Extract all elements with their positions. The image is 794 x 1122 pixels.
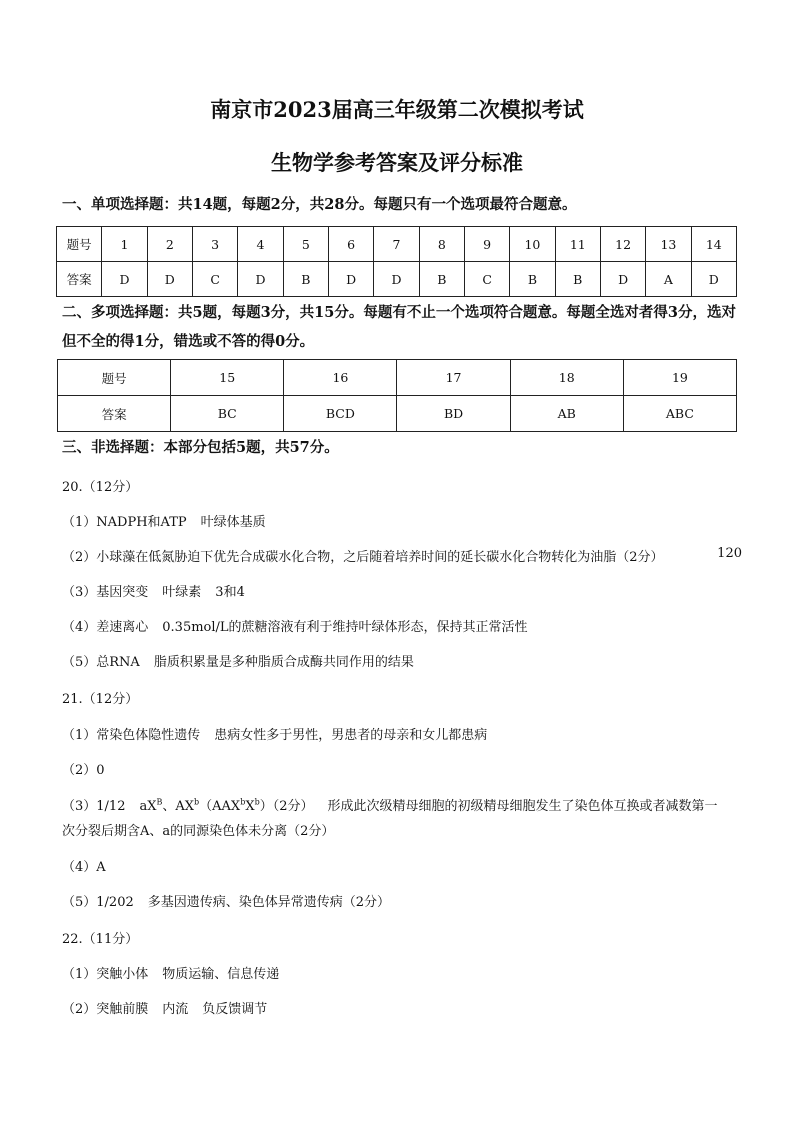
- q21-answer-1: [62, 724, 742, 743]
- answer-part: （1）突触小体: [62, 967, 149, 982]
- answer-part: 内流: [162, 1002, 189, 1017]
- answer-cell: B: [419, 262, 464, 297]
- answer-part: 形成此次级精母细胞的初级精母细胞发生了染色体互换或者减数第一: [327, 799, 718, 814]
- q22-answer-1: [62, 963, 742, 982]
- q21-heading: 21.（12分）: [62, 692, 139, 707]
- answer-part: （5）1/202: [62, 895, 134, 910]
- question-number: 14: [691, 227, 736, 262]
- formula-text: aX: [139, 799, 157, 814]
- answer-cell: B: [555, 262, 600, 297]
- section-single-choice: 一、单项选择题：共14题，每题2分，共28分。每题只有一个选项最符合题意。: [62, 196, 577, 213]
- single-choice-answer-table: [56, 226, 737, 297]
- question-number: 7: [374, 227, 419, 262]
- q20-answer-3: [62, 581, 742, 600]
- q20-answer-1: [62, 511, 742, 530]
- answer-part: （1）常染色体隐性遗传: [62, 728, 201, 743]
- answer-part: 3和4: [215, 585, 245, 600]
- formula-sup: b: [194, 797, 200, 807]
- answer-cell: D: [102, 262, 147, 297]
- question-number: 4: [238, 227, 283, 262]
- section-multi-choice: 二、多项选择题：共5题，每题3分，共15分。每题有不止一个选项符合题意。每题全选对者得3分，选对但不全的得1分，错选或不答的得0分。: [62, 304, 736, 350]
- question-number: 10: [510, 227, 555, 262]
- question-number: 16: [284, 360, 397, 396]
- answer-cell: B: [283, 262, 328, 297]
- formula-text: X: [245, 799, 255, 814]
- page-subtitle: 生物学参考答案及评分标准: [271, 150, 523, 175]
- answer-part: 0.35mol/L的蔗糖溶液有利于维持叶绿体形态，保持其正常活性: [162, 620, 528, 635]
- answer-cell: B: [510, 262, 555, 297]
- formula-sup: B: [156, 797, 163, 807]
- answer-part: 物质运输、信息传递: [162, 967, 280, 982]
- q20-heading: 20.（12分）: [62, 480, 139, 495]
- q22-answer-2: [62, 998, 742, 1017]
- table-row: [58, 396, 737, 432]
- question-number: 15: [171, 360, 284, 396]
- q21-answer-4: （4）A: [62, 860, 106, 875]
- question-number: 19: [623, 360, 736, 396]
- answer-part: 患病女性多于男性，男患者的母亲和女儿都患病: [214, 728, 488, 743]
- formula-text: ）（2分）: [259, 799, 314, 814]
- question-number: 2: [147, 227, 192, 262]
- q21-answer-5: [62, 891, 742, 910]
- question-number: 18: [510, 360, 623, 396]
- q21-answer-3-cont: 次分裂后期含A、a的同源染色体未分离（2分）: [62, 824, 335, 839]
- question-number: 8: [419, 227, 464, 262]
- question-number: 17: [397, 360, 510, 396]
- answer-part: 叶绿体基质: [200, 515, 266, 530]
- row-header-answer: 答案: [57, 262, 102, 297]
- table-row: [57, 262, 737, 297]
- answer-cell: ABC: [623, 396, 736, 432]
- genotype-formula: [139, 799, 313, 814]
- question-number: 1: [102, 227, 147, 262]
- answer-part: 叶绿素: [162, 585, 202, 600]
- answer-part: 负反馈调节: [202, 1002, 268, 1017]
- q20-answer-4: [62, 616, 742, 635]
- page-title: 南京市2023届高三年级第二次模拟考试: [210, 97, 584, 122]
- formula-text: 、AX: [162, 799, 195, 814]
- question-number: 13: [646, 227, 691, 262]
- formula-text: （AAX: [199, 799, 241, 814]
- answer-part: 多基因遗传病、染色体异常遗传病（2分）: [147, 895, 391, 910]
- row-header-number: 题号: [57, 227, 102, 262]
- answer-part: （4）差速离心: [62, 620, 149, 635]
- answer-cell: D: [147, 262, 192, 297]
- answer-part: 脂质积累量是多种脂质合成酶共同作用的结果: [153, 655, 414, 670]
- multi-choice-answer-table: [57, 359, 737, 432]
- row-header-answer: 答案: [58, 396, 171, 432]
- question-number: 11: [555, 227, 600, 262]
- answer-cell: BCD: [284, 396, 397, 432]
- answer-cell: D: [238, 262, 283, 297]
- q20-answer-2: [62, 546, 742, 565]
- answer-cell: D: [328, 262, 373, 297]
- answer-cell: BD: [397, 396, 510, 432]
- q21-answer-2: （2）0: [62, 763, 105, 778]
- answer-part: （2）突触前膜: [62, 1002, 149, 1017]
- question-number: 6: [328, 227, 373, 262]
- answer-cell: D: [600, 262, 645, 297]
- q20-answer-5: [62, 651, 742, 670]
- answer-cell: D: [691, 262, 736, 297]
- q22-heading: 22.（11分）: [62, 932, 139, 947]
- question-number: 12: [600, 227, 645, 262]
- answer-cell: C: [464, 262, 509, 297]
- answer-cell: C: [192, 262, 237, 297]
- answer-part: （1）NADPH和ATP: [62, 515, 187, 530]
- answer-part: （2）小球藻在低氮胁迫下优先合成碳水化合物，之后随着培养时间的延长碳水化合物转化为油脂（2分）: [62, 550, 664, 565]
- answer-cell: D: [374, 262, 419, 297]
- table-row: [58, 360, 737, 396]
- answer-part: 120: [717, 546, 742, 561]
- question-number: 9: [464, 227, 509, 262]
- answer-cell: A: [646, 262, 691, 297]
- answer-cell: BC: [171, 396, 284, 432]
- row-header-number: 题号: [58, 360, 171, 396]
- table-row: [57, 227, 737, 262]
- formula-sup: b: [240, 797, 246, 807]
- answer-part: （3）基因突变: [62, 585, 149, 600]
- answer-part: （5）总RNA: [62, 655, 140, 670]
- q21-answer-3: [62, 795, 742, 814]
- formula-sup: b: [254, 797, 260, 807]
- answer-cell: AB: [510, 396, 623, 432]
- question-number: 3: [192, 227, 237, 262]
- question-number: 5: [283, 227, 328, 262]
- answer-part: （3）1/12: [62, 799, 126, 814]
- section-non-choice: 三、非选择题：本部分包括5题，共57分。: [62, 439, 339, 456]
